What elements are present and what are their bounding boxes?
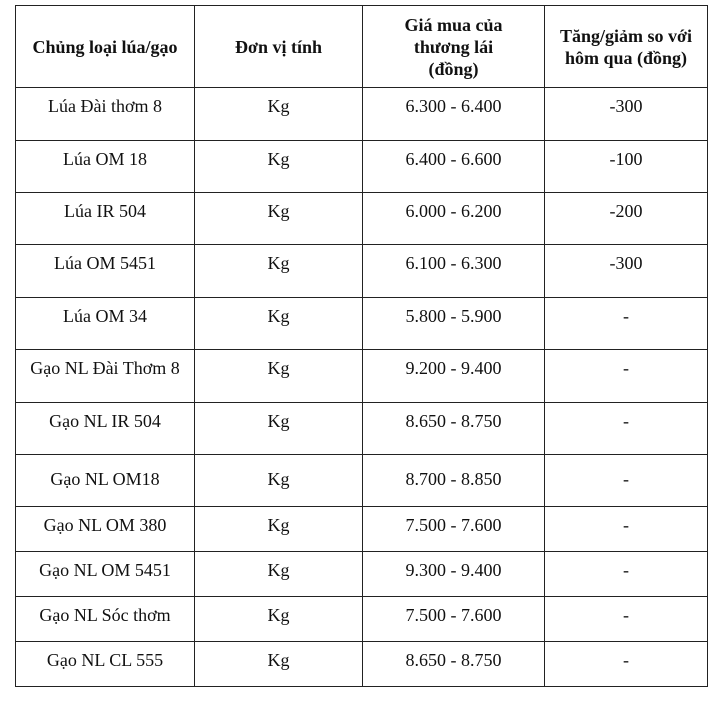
- table-row: [16, 507, 708, 552]
- rice-price-table: [15, 5, 708, 687]
- header-change: Tăng/giảm so với hôm qua (đồng): [545, 6, 708, 88]
- header-unit: Đơn vị tính: [195, 6, 363, 88]
- cell-rice-type: Gạo NL OM 380: [16, 507, 195, 552]
- table-row: [16, 350, 708, 403]
- cell-rice-type: Lúa OM 34: [16, 298, 195, 350]
- cell-change: -300: [545, 245, 708, 298]
- cell-change: -: [545, 403, 708, 455]
- table-row: [16, 141, 708, 193]
- table-row: [16, 552, 708, 597]
- cell-rice-type: Lúa IR 504: [16, 193, 195, 245]
- cell-unit: Kg: [195, 403, 363, 455]
- cell-change: -: [545, 507, 708, 552]
- cell-price: 8.650 - 8.750: [363, 642, 545, 687]
- cell-unit: Kg: [195, 245, 363, 298]
- cell-price: 6.400 - 6.600: [363, 141, 545, 193]
- table-row: [16, 597, 708, 642]
- cell-unit: Kg: [195, 455, 363, 507]
- cell-unit: Kg: [195, 552, 363, 597]
- cell-price: 7.500 - 7.600: [363, 507, 545, 552]
- cell-unit: Kg: [195, 193, 363, 245]
- header-rice-type: Chủng loại lúa/gạo: [16, 6, 195, 88]
- cell-unit: Kg: [195, 298, 363, 350]
- cell-rice-type: Gạo NL IR 504: [16, 403, 195, 455]
- cell-change: -100: [545, 141, 708, 193]
- cell-price: 8.650 - 8.750: [363, 403, 545, 455]
- cell-price: 9.300 - 9.400: [363, 552, 545, 597]
- cell-change: -300: [545, 88, 708, 141]
- cell-unit: Kg: [195, 141, 363, 193]
- cell-unit: Kg: [195, 642, 363, 687]
- cell-unit: Kg: [195, 507, 363, 552]
- cell-price: 6.100 - 6.300: [363, 245, 545, 298]
- cell-price: 7.500 - 7.600: [363, 597, 545, 642]
- table-row: [16, 88, 708, 141]
- cell-rice-type: Lúa Đài thơm 8: [16, 88, 195, 141]
- cell-change: -200: [545, 193, 708, 245]
- cell-price: 9.200 - 9.400: [363, 350, 545, 403]
- table-row: [16, 403, 708, 455]
- table-row: [16, 455, 708, 507]
- cell-price: 8.700 - 8.850: [363, 455, 545, 507]
- cell-rice-type: Gạo NL Đài Thơm 8: [16, 350, 195, 403]
- cell-change: -: [545, 350, 708, 403]
- cell-unit: Kg: [195, 88, 363, 141]
- cell-change: -: [545, 642, 708, 687]
- cell-change: -: [545, 552, 708, 597]
- cell-rice-type: Lúa OM 18: [16, 141, 195, 193]
- cell-rice-type: Gạo NL CL 555: [16, 642, 195, 687]
- cell-price: 5.800 - 5.900: [363, 298, 545, 350]
- cell-price: 6.000 - 6.200: [363, 193, 545, 245]
- cell-price: 6.300 - 6.400: [363, 88, 545, 141]
- cell-rice-type: Gạo NL OM 5451: [16, 552, 195, 597]
- table-row: [16, 245, 708, 298]
- cell-change: -: [545, 597, 708, 642]
- table-row: [16, 193, 708, 245]
- cell-unit: Kg: [195, 350, 363, 403]
- table-row: [16, 298, 708, 350]
- cell-rice-type: Lúa OM 5451: [16, 245, 195, 298]
- cell-rice-type: Gạo NL OM18: [16, 455, 195, 507]
- table-row: [16, 642, 708, 687]
- cell-change: -: [545, 455, 708, 507]
- cell-change: -: [545, 298, 708, 350]
- cell-unit: Kg: [195, 597, 363, 642]
- cell-rice-type: Gạo NL Sóc thơm: [16, 597, 195, 642]
- header-buy-price: Giá mua của thương lái (đồng): [363, 6, 545, 88]
- table-header-row: [16, 6, 708, 88]
